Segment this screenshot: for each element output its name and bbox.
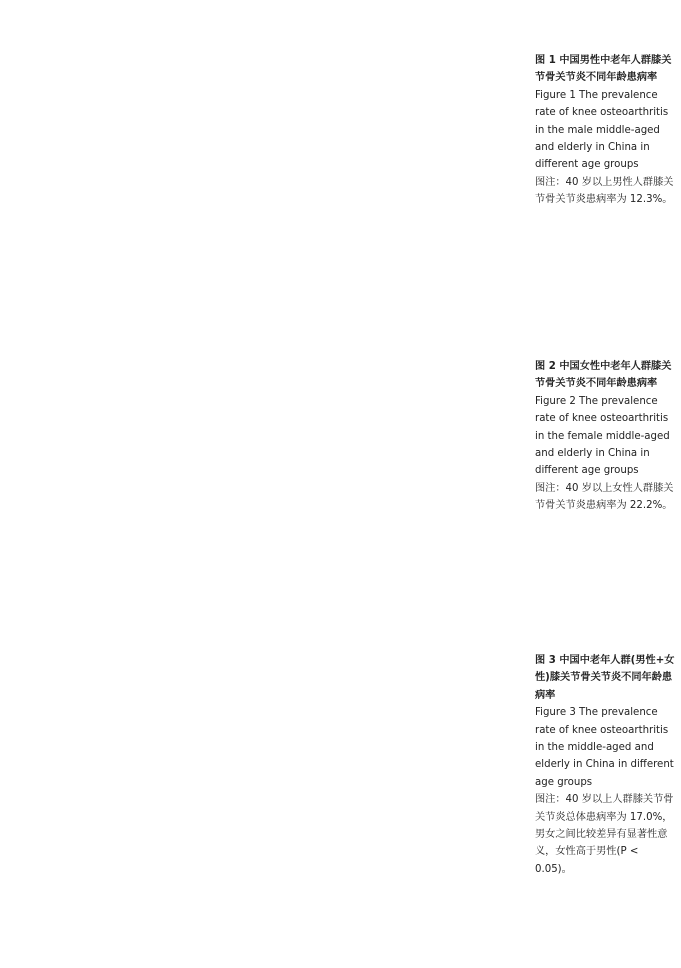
- forest-plot-1-svg: [8, 16, 526, 316]
- figure-2-note: 图注：40 岁以上女性人群膝关节骨关节炎患病率为 22.2%。: [535, 482, 674, 512]
- figure-1-en-title: Figure 1 The prevalence rate of knee osteoarthritis in the male middle-aged and elderly in China in different age groups: [535, 89, 669, 171]
- forest-plot-2-svg: [8, 320, 526, 620]
- figure-1-note: 图注：40 岁以上男性人群膝关节骨关节炎患病率为 12.3%。: [535, 176, 674, 206]
- figure-2-caption: [535, 358, 675, 515]
- figure-3-zh-title: 图 3 中国中老年人群(男性+女性)膝关节骨关节炎不同年龄患病率: [535, 655, 675, 701]
- forest-plot-1: [8, 16, 526, 316]
- figure-3-note: 图注：40 岁以上人群膝关节骨关节炎总体患病率为 17.0%，男女之间比较差异有显著性意义，女性高于男性(P < 0.05)。: [535, 794, 674, 875]
- forest-plot-3: [8, 624, 526, 960]
- figure-3-en-title: Figure 3 The prevalence rate of knee osteoarthritis in the middle-aged and elderly in China in different age groups: [535, 707, 674, 788]
- figure-2-en-title: Figure 2 The prevalence rate of knee osteoarthritis in the female middle-aged and elderly in China in different age groups: [535, 395, 670, 477]
- forest-plot-2: [8, 320, 526, 620]
- forest-plot-3-svg: [8, 624, 526, 960]
- figure-2-zh-title: 图 2 中国女性中老年人群膝关节骨关节炎不同年龄患病率: [535, 361, 672, 390]
- figure-1-zh-title: 图 1 中国男性中老年人群膝关节骨关节炎不同年龄患病率: [535, 55, 672, 84]
- figure-1-caption: [535, 52, 675, 209]
- figure-3-caption: [535, 652, 675, 878]
